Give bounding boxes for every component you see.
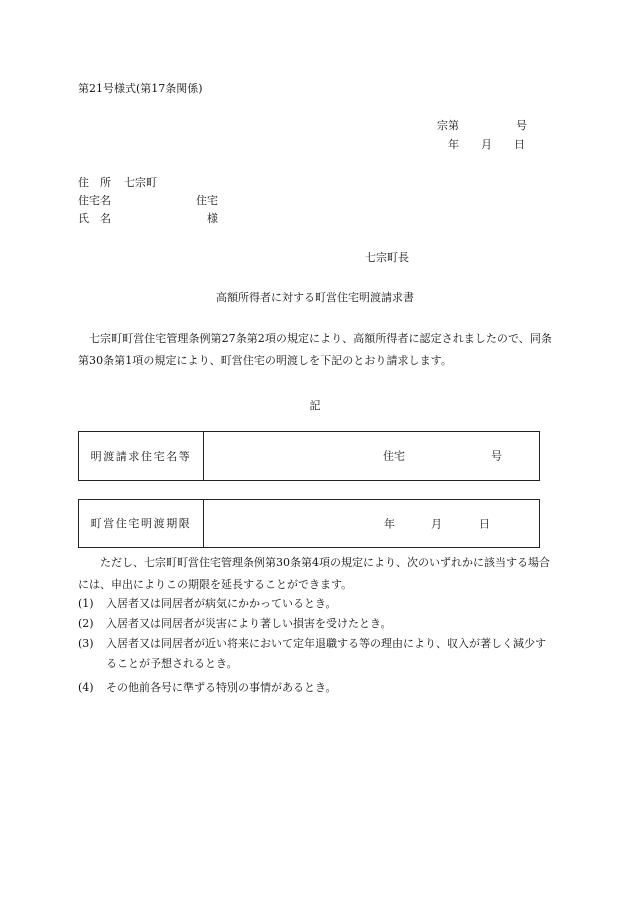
name-label: 氏 名 [78,212,111,225]
house-request-box [78,431,540,481]
house-request-label: 明渡請求住宅名等 [79,432,204,480]
issuer: 七宗町長 [365,251,409,264]
note-item-number: (2) [78,617,94,630]
date-month-label: 月 [481,138,492,151]
note-item-number: (4) [78,681,94,694]
note-item [78,614,552,634]
addressee-house-row [78,195,124,206]
note-item [78,634,552,674]
addressee-name-row [78,213,124,224]
date-year-label: 年 [448,138,459,151]
deadline-value [203,500,539,547]
note-item [78,678,552,698]
deadline-label: 町営住宅明渡期限 [79,500,204,547]
document-title: 高額所得者に対する町営住宅明渡請求書 [216,291,414,304]
document-date [448,139,525,150]
honorific: 様 [207,212,218,225]
house-request-value [203,432,539,480]
note-item-number: (1) [78,597,94,610]
note-item-text: 入居者又は同居者が病気にかかっているとき。 [106,597,337,610]
document-number-prefix: 宗第 [437,119,459,132]
note-item-text: 入居者又は同居者が災害により著しい損害を受けたとき。 [106,617,392,630]
body-paragraph: 七宗町町営住宅管理条例第27条第2項の規定により、高額所得者に認定されましたので、同条第30条第1項の規定により、町営住宅の明渡しを下記のとおり請求します。 [78,332,552,367]
note-item-text: 入居者又は同居者が近い将来において定年退職する等の理由により、収入が著しく減少することが予想されるとき。 [106,637,546,670]
note-item-text: その他前各号に準ずる特別の事情があるとき。 [106,681,337,694]
date-day-label: 日 [514,138,525,151]
house-request-number-suffix: 号 [491,449,502,463]
deadline-year-label: 年 [384,517,395,530]
note-item [78,594,552,614]
house-name-suffix: 住宅 [196,194,218,207]
address-value: 七宗町 [124,176,157,189]
address-label: 住 所 [78,176,111,189]
document-number-suffix: 号 [516,119,527,132]
addressee-address-row [78,177,157,188]
deadline-month-label: 月 [431,517,442,530]
note-item-number: (3) [78,637,94,650]
document-number [437,120,527,131]
form-number: 第21号様式(第17条関係) [78,82,203,95]
house-request-house-suffix: 住宅 [383,449,405,463]
deadline-day-label: 日 [479,517,490,530]
house-name-label: 住宅名 [78,194,111,207]
note-intro: ただし、七宗町町営住宅管理条例第30条第4項の規定により、次のいずれかに該当する場合には、申出によりこの期限を延長することができます。 [78,556,550,591]
deadline-box [78,499,540,548]
ki-marker: 記 [309,399,321,412]
